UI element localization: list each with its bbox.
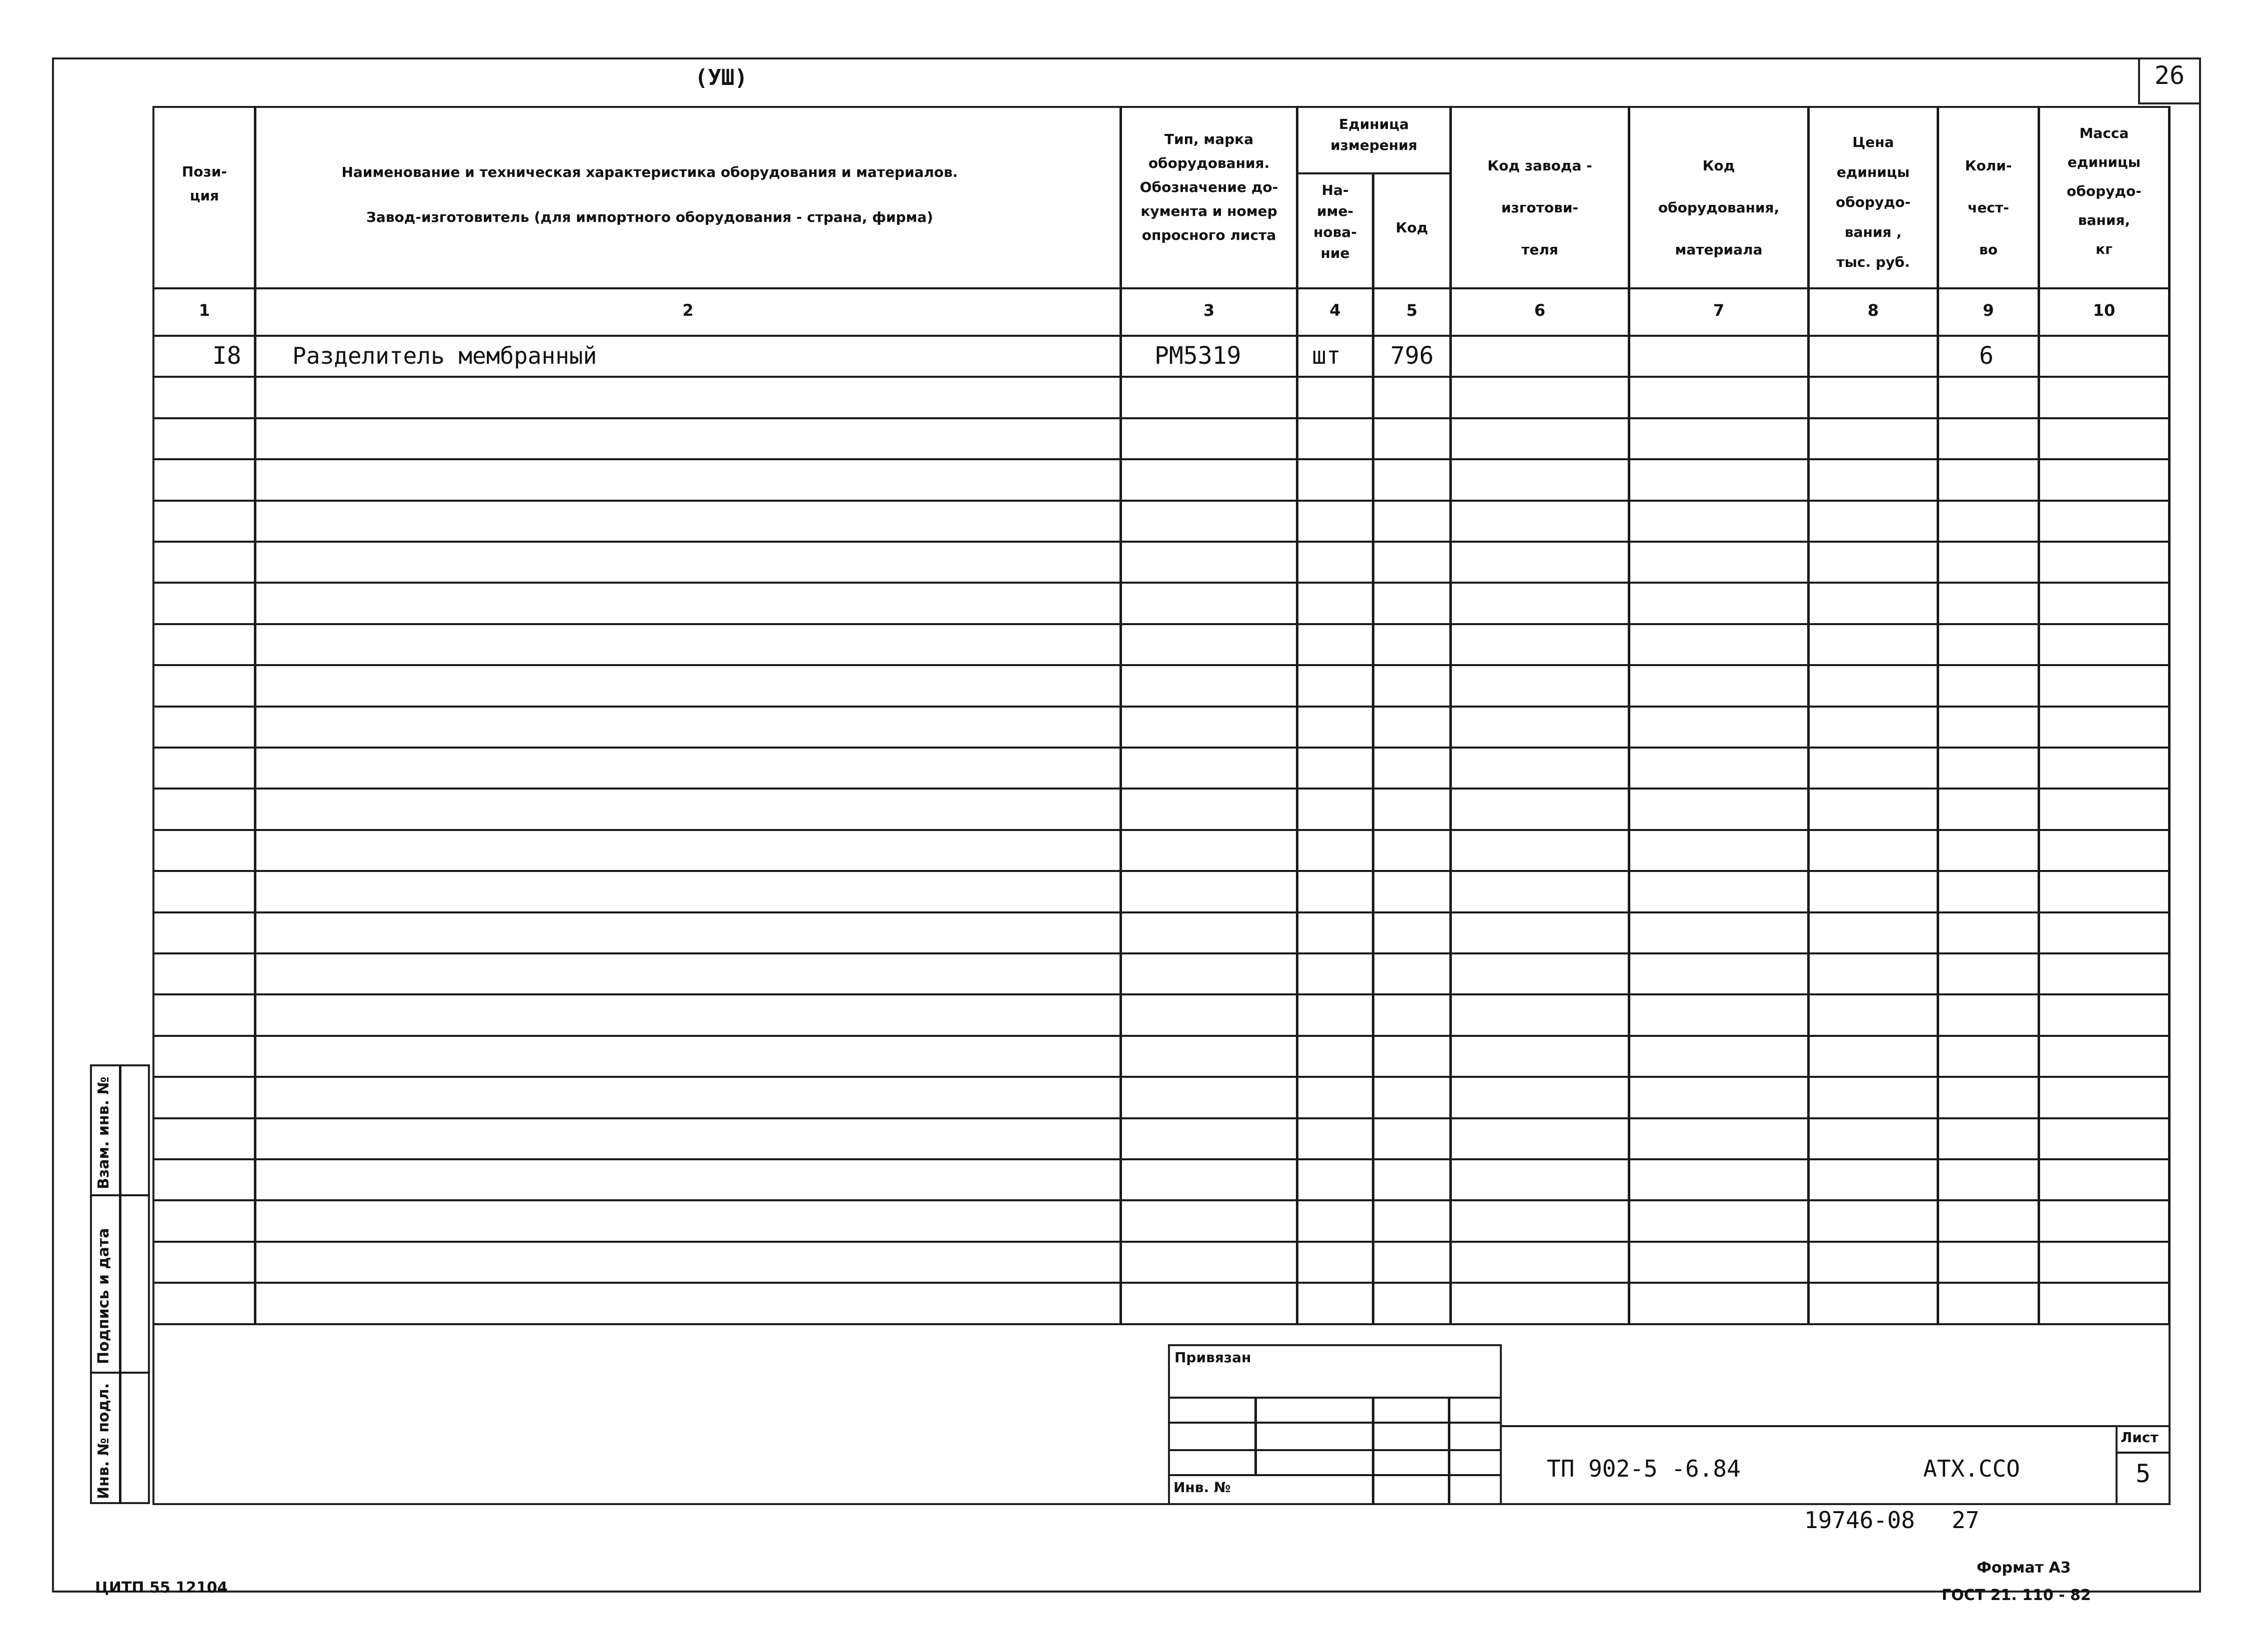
side-label-inv-sub: Инв. № подл.	[95, 1383, 112, 1499]
col-num-3: 3	[1203, 301, 1215, 320]
row-quantity: 6	[1979, 342, 1994, 370]
table-row-line	[152, 993, 2171, 995]
table-row-line	[152, 747, 2171, 749]
table-row-line	[152, 1323, 2171, 1325]
table-row-line	[152, 541, 2171, 543]
col-header-3: Тип, марка оборудования. Обозначение до- кумента и номер опросного листа	[1139, 131, 1278, 243]
table-row-line	[152, 706, 2171, 708]
col-num-9: 9	[1983, 301, 1994, 320]
table-row-line	[152, 911, 2171, 913]
archive-suffix: 27	[1952, 1507, 1980, 1534]
doc-mark: АТХ.ССО	[1923, 1455, 2020, 1482]
col-num-2: 2	[682, 301, 694, 320]
col-num-7: 7	[1713, 301, 1725, 320]
row-unit-name: шт	[1312, 342, 1341, 370]
footer-format: Формат А3	[1977, 1559, 2071, 1577]
table-row-line	[152, 1282, 2171, 1284]
table-row-line	[152, 1117, 2171, 1119]
col-header-5: Код	[1395, 219, 1428, 236]
row-unit-code: 796	[1390, 342, 1434, 370]
doc-code: ТП 902-5 -6.84	[1547, 1455, 1741, 1482]
unit-group-header: Единица измерения	[1330, 116, 1417, 153]
page-number: 26	[2154, 61, 2185, 90]
col-header-6: Код завода - изготови- теля	[1487, 157, 1592, 258]
col-header-2: Наименование и техническая характеристика оборудования и материалов. Завод-изготовитель (для импортного оборудования - страна, фирма)	[341, 164, 958, 225]
row-type: РМ5319	[1154, 342, 1241, 370]
col-num-6: 6	[1534, 301, 1546, 320]
col-header-1: Пози- ция	[181, 163, 227, 204]
table-row-line	[152, 623, 2171, 625]
archive-number: 19746-08	[1804, 1507, 1915, 1534]
footer-left-code: ЦИТП 55 12104	[95, 1579, 228, 1597]
table-row-line	[152, 788, 2171, 790]
col-num-5: 5	[1406, 301, 1418, 320]
table-row-line	[152, 376, 2171, 378]
row-name: Разделитель мембранный	[292, 342, 597, 369]
table-row-line	[152, 582, 2171, 584]
footer-gost: ГОСТ 21. 110 - 82	[1942, 1587, 2091, 1604]
row-position: I8	[212, 342, 241, 370]
table-row-line	[152, 870, 2171, 872]
table-row-line	[152, 1076, 2171, 1078]
table-row-line	[152, 458, 2171, 460]
table-row-line	[152, 1199, 2171, 1201]
table-row-line	[152, 952, 2171, 954]
col-header-10: Масса единицы оборудо- вания, кг	[2067, 125, 2142, 257]
side-label-sign-date: Подпись и дата	[95, 1228, 112, 1364]
sheet-number: 5	[2135, 1459, 2151, 1488]
top-label: (УШ)	[695, 65, 748, 90]
sheet-label: Лист	[2121, 1429, 2159, 1446]
col-num-10: 10	[2093, 301, 2116, 320]
bound-label: Привязан	[1174, 1349, 1251, 1366]
col-header-8: Цена единицы оборудо- вания , тыс. руб.	[1836, 134, 1911, 270]
side-label-swap-inv: Взам. инв. №	[95, 1076, 112, 1189]
table-row-line	[152, 1035, 2171, 1037]
col-num-8: 8	[1867, 301, 1879, 320]
inv-label: Инв. №	[1173, 1479, 1231, 1496]
table-row-line	[152, 1158, 2171, 1160]
table-row-line	[152, 664, 2171, 666]
table-row-line	[152, 1241, 2171, 1243]
col-num-4: 4	[1329, 301, 1341, 320]
table-row-line	[152, 500, 2171, 502]
table-row-line	[152, 829, 2171, 831]
col-header-4: На- име- нова- ние	[1313, 182, 1357, 261]
col-header-7: Код оборудования, материала	[1658, 157, 1780, 258]
col-header-9: Коли- чест- во	[1965, 157, 2012, 258]
col-num-1: 1	[198, 301, 210, 320]
table-row-line	[152, 417, 2171, 419]
